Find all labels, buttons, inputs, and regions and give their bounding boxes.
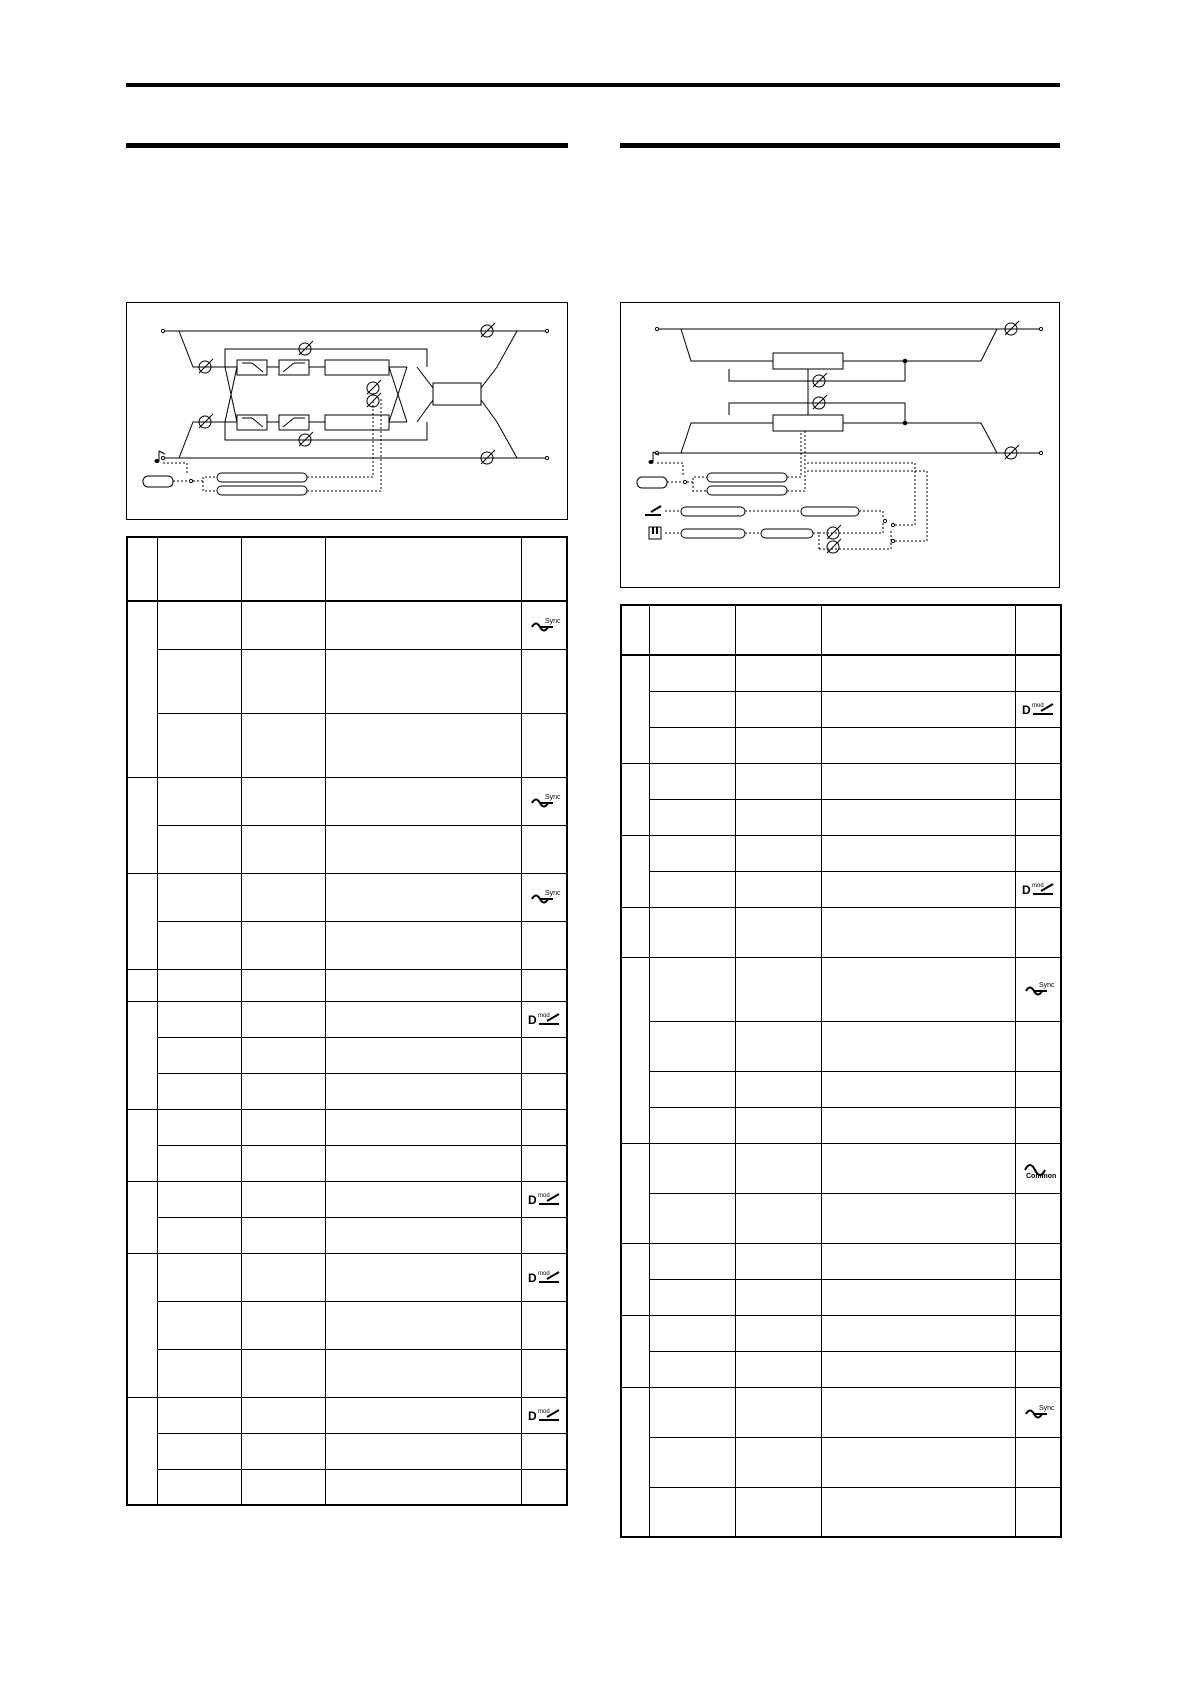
svg-text:D: D	[527, 1013, 537, 1027]
table-row	[127, 921, 567, 969]
table-row	[127, 1253, 567, 1301]
svg-text:Sync: Sync	[544, 794, 561, 801]
table-row	[127, 1397, 567, 1433]
table-row	[127, 1217, 567, 1253]
table-row	[127, 601, 567, 649]
table-row	[127, 969, 567, 1001]
table-row	[127, 873, 567, 921]
table-row	[621, 691, 1061, 727]
table-row	[621, 1107, 1061, 1143]
table-row	[127, 1181, 567, 1217]
sync-icon	[521, 777, 567, 825]
effect-block-diagram-left	[126, 302, 568, 520]
pedal-icon	[645, 506, 661, 515]
table-row	[621, 1071, 1061, 1107]
table-row	[621, 907, 1061, 957]
table-row	[621, 799, 1061, 835]
table-row	[621, 1021, 1061, 1071]
svg-text:Sync: Sync	[544, 890, 561, 897]
common-icon	[1015, 1143, 1061, 1193]
table-row	[621, 1315, 1061, 1351]
table-row	[127, 1469, 567, 1505]
dmod-icon	[1015, 871, 1061, 907]
keyboard-icon	[649, 527, 661, 539]
sync-icon	[1015, 1387, 1061, 1437]
parameter-table-left	[126, 536, 568, 1506]
dmod-icon	[521, 1001, 567, 1037]
dmod-icon	[1015, 691, 1061, 727]
table-row	[621, 1487, 1061, 1537]
svg-text:mod: mod	[537, 1193, 550, 1199]
svg-text:Sync: Sync	[544, 618, 561, 626]
table-row	[127, 1145, 567, 1181]
left-section-rule	[126, 143, 568, 148]
note-icon	[649, 452, 660, 464]
table-row	[621, 1193, 1061, 1243]
svg-text:Sync: Sync	[1038, 982, 1055, 989]
table-row	[621, 763, 1061, 799]
table-row	[127, 777, 567, 825]
page-top-rule	[126, 83, 1060, 87]
dmod-icon	[521, 1397, 567, 1433]
svg-text:D: D	[527, 1271, 537, 1285]
table-row	[127, 1001, 567, 1037]
dmod-icon	[521, 1181, 567, 1217]
table-header-row	[127, 537, 567, 601]
table-row	[621, 1279, 1061, 1315]
table-row	[127, 1433, 567, 1469]
dmod-icon	[521, 1253, 567, 1301]
right-section-rule	[620, 143, 1060, 148]
table-row	[127, 1301, 567, 1349]
table-row	[621, 1143, 1061, 1193]
svg-text:Common: Common	[1025, 1173, 1057, 1180]
svg-text:D: D	[1021, 703, 1031, 717]
table-row	[621, 957, 1061, 1021]
table-row	[621, 727, 1061, 763]
table-row	[127, 1073, 567, 1109]
table-header-row	[621, 605, 1061, 655]
table-row	[621, 835, 1061, 871]
effect-block-diagram-right	[620, 302, 1060, 588]
table-row	[127, 825, 567, 873]
table-row	[621, 1437, 1061, 1487]
table-row	[621, 1351, 1061, 1387]
svg-text:D: D	[1021, 883, 1031, 897]
table-row	[621, 655, 1061, 691]
svg-text:mod: mod	[1031, 883, 1044, 889]
table-row	[127, 1109, 567, 1145]
svg-text:mod: mod	[1031, 703, 1044, 709]
sync-icon	[521, 601, 567, 649]
table-row	[127, 1037, 567, 1073]
table-row	[127, 1349, 567, 1397]
table-row	[127, 713, 567, 777]
table-row	[621, 1387, 1061, 1437]
table-row	[621, 871, 1061, 907]
parameter-table-right	[620, 604, 1062, 1538]
svg-text:D: D	[527, 1409, 537, 1423]
svg-text:mod: mod	[537, 1409, 550, 1415]
svg-text:Sync: Sync	[1038, 1405, 1055, 1412]
table-row	[621, 1243, 1061, 1279]
svg-text:mod: mod	[537, 1013, 550, 1019]
sync-icon	[521, 873, 567, 921]
sync-icon	[1015, 957, 1061, 1021]
svg-text:mod: mod	[537, 1271, 550, 1277]
table-row	[127, 649, 567, 713]
svg-text:D: D	[527, 1193, 537, 1207]
